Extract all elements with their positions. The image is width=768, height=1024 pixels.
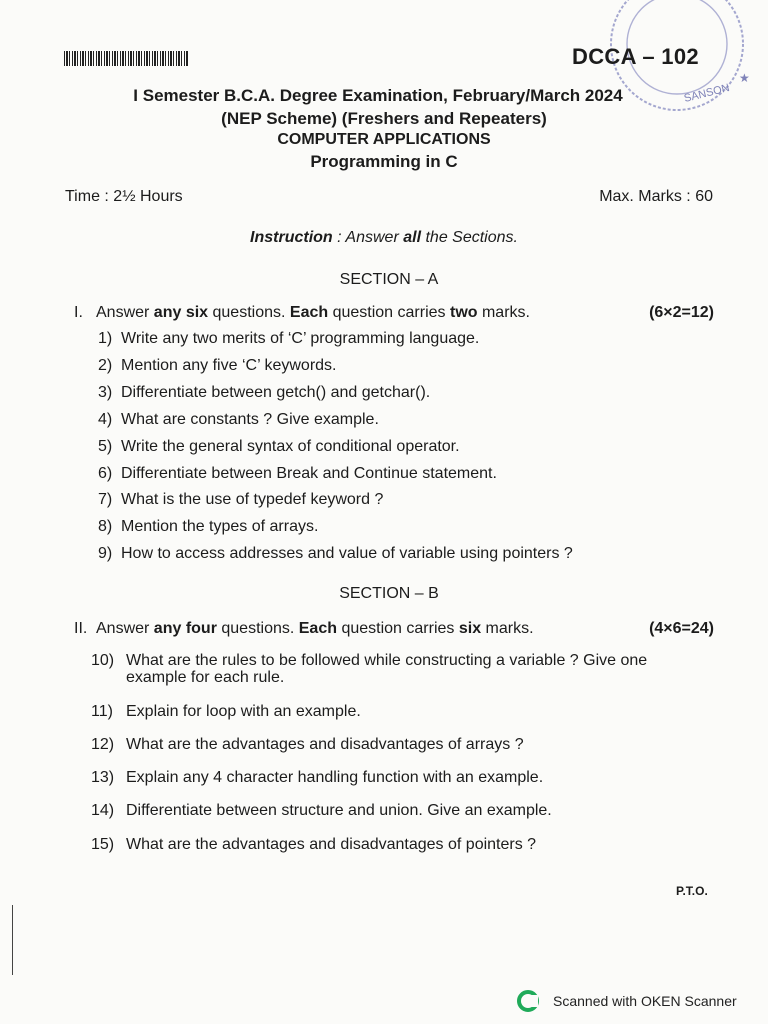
- qhead-part: six: [458, 620, 482, 637]
- qhead-part: questions.: [208, 304, 290, 321]
- list-item: [91, 802, 711, 820]
- list-item: [98, 541, 573, 568]
- question-number: 8): [98, 518, 113, 536]
- list-item: [91, 769, 711, 787]
- barcode: [64, 51, 189, 66]
- section-a-question-heading: [74, 304, 714, 322]
- list-item: [98, 461, 573, 488]
- question-text: Differentiate between getch() and getchar().: [121, 383, 431, 401]
- question-number: 7): [98, 491, 113, 509]
- question-text: Write the general syntax of conditional operator.: [121, 437, 460, 455]
- qhead-part: questions.: [216, 620, 299, 637]
- paper-code: DCCA – 102: [572, 44, 699, 69]
- question-text: What are the rules to be followed while constructing a variable ? Give one example for each rule.: [126, 652, 648, 686]
- page-edge-line: [12, 905, 13, 975]
- question-text: What are the advantages and disadvantages of arrays ?: [126, 736, 524, 753]
- question-number: 13): [91, 769, 115, 786]
- qhead-part: marks.: [481, 620, 534, 637]
- scanner-label: Scanned with OKEN Scanner: [553, 993, 737, 1009]
- time-duration: Time : 2½ Hours: [65, 188, 183, 205]
- list-item: [98, 407, 573, 434]
- max-marks: Max. Marks : 60: [599, 188, 713, 205]
- list-item: [91, 652, 711, 686]
- section-a-questions: [98, 326, 573, 568]
- question-number: 11): [91, 703, 113, 720]
- question-number: 1): [98, 330, 113, 347]
- question-number: 15): [91, 836, 115, 853]
- pto-label: P.T.O.: [676, 884, 708, 898]
- instruction-rest: the Sections.: [421, 229, 518, 246]
- list-item: [98, 353, 573, 380]
- question-number: 10): [91, 652, 115, 669]
- list-item: [91, 736, 711, 754]
- qhead-part: any six: [153, 304, 209, 321]
- section-b-question-heading: [74, 620, 714, 638]
- qhead-part: Each: [289, 304, 329, 321]
- instruction-label: Instruction: [250, 229, 333, 246]
- question-text: Explain for loop with an example.: [126, 703, 361, 720]
- qhead-part: Answer: [96, 620, 154, 637]
- scanner-watermark: [517, 990, 737, 1012]
- section-b-roman: II.: [74, 620, 88, 637]
- question-number: 3): [98, 383, 113, 401]
- exam-subject: COMPUTER APPLICATIONS: [277, 131, 491, 148]
- qhead-part: Answer: [96, 304, 154, 321]
- section-b-title: SECTION – B: [339, 585, 439, 602]
- list-item: [91, 836, 711, 854]
- question-text: Differentiate between structure and union. Give an example.: [126, 802, 552, 819]
- question-number: 5): [98, 437, 113, 455]
- qhead-part: two: [449, 304, 478, 321]
- question-number: 6): [98, 464, 113, 482]
- question-text: Mention the types of arrays.: [121, 518, 319, 536]
- qhead-part: any four: [153, 620, 217, 637]
- instruction-text: : Answer: [332, 229, 404, 246]
- section-a-score: (6×2=12): [649, 304, 714, 321]
- instruction: [0, 229, 768, 247]
- list-item: [98, 434, 573, 461]
- question-number: 9): [98, 545, 113, 563]
- question-text: What is the use of typedef keyword ?: [121, 491, 384, 509]
- question-number: 2): [98, 356, 113, 374]
- question-text: What are constants ? Give example.: [121, 410, 379, 428]
- qhead-part: question carries: [328, 304, 450, 321]
- question-text: Mention any five ‘C’ keywords.: [121, 356, 337, 374]
- section-a-roman: I.: [74, 304, 83, 321]
- scanner-logo-icon: [517, 990, 539, 1012]
- svg-text:★: ★: [739, 71, 750, 85]
- exam-scheme: (NEP Scheme) (Freshers and Repeaters): [221, 109, 547, 128]
- exam-title: I Semester B.C.A. Degree Examination, February/March 2024: [133, 86, 623, 105]
- list-item: [98, 514, 573, 541]
- qhead-part: question carries: [337, 620, 459, 637]
- instruction-all: all: [403, 229, 422, 246]
- section-b-score: (4×6=24): [649, 620, 714, 637]
- section-a-title: SECTION – A: [339, 271, 439, 288]
- question-text: Write any two merits of ‘C’ programming language.: [121, 330, 480, 347]
- question-number: 12): [91, 736, 115, 753]
- list-item: [91, 703, 711, 721]
- question-text: What are the advantages and disadvantages of pointers ?: [126, 836, 537, 853]
- list-item: [98, 380, 573, 407]
- qhead-part: Each: [298, 620, 337, 637]
- qhead-part: marks.: [477, 304, 530, 321]
- question-number: 4): [98, 410, 113, 428]
- question-number: 14): [91, 802, 115, 819]
- question-text: Explain any 4 character handling function with an example.: [126, 769, 544, 786]
- list-item: [98, 487, 573, 514]
- exam-paper-name: Programming in C: [310, 152, 458, 171]
- question-text: How to access addresses and value of variable using pointers ?: [121, 545, 573, 563]
- stamp-text: SANSON: [682, 82, 731, 105]
- question-text: Differentiate between Break and Continue statement.: [121, 464, 497, 482]
- list-item: [98, 326, 573, 353]
